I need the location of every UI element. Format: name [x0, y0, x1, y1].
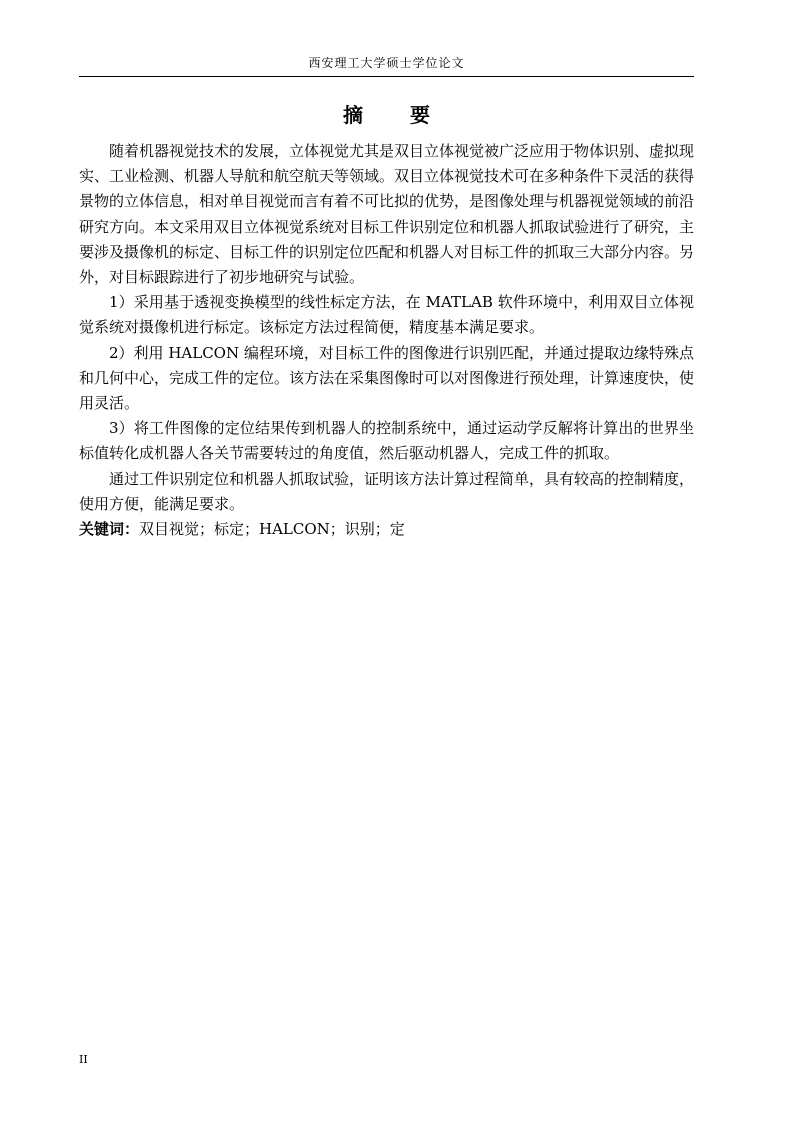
keywords-line — [79, 517, 694, 542]
abstract-paragraph-2: 1）采用基于透视变换模型的线性标定方法，在 MATLAB 软件环境中，利用双目立体视觉系统对摄像机进行标定。该标定方法过程简便，精度基本满足要求。 — [79, 293, 694, 337]
abstract-paragraph-5: 通过工件识别定位和机器人抓取试验，证明该方法计算过程简单，具有较高的控制精度，使用方便，能满足要求。 — [79, 469, 695, 513]
header-rule — [79, 76, 694, 77]
abstract-paragraph-4: 3）将工件图像的定位结果传到机器人的控制系统中，通过运动学反解将计算出的世界坐标值转化成机器人各关节需要转过的角度值，然后驱动机器人，完成工件的抓取。 — [79, 419, 694, 463]
abstract-paragraph-1: 随着机器视觉技术的发展，立体视觉尤其是双目立体视觉被广泛应用于物体识别、虚拟现实、工业检测、机器人导航和航空航天等领域。双目立体视觉技术可在多种条件下灵活的获得景物的立体信息，相对单目视觉而言有着不可比拟的优势，是图像处理与机器视觉领域的前沿研究方向。本文采用双目立体视觉系统对目标工件识别定位和机器人抓取试验进行了研究，主要涉及摄像机的标定、目标工件的识别定位匹配和机器人对目标工件的抓取三大部分内容。另外，对目标跟踪进行了初步地研究与试验。 — [79, 142, 695, 287]
running-header: 西安理工大学硕士学位论文 — [308, 56, 465, 70]
keywords-label: 关键词： — [79, 520, 140, 539]
abstract-paragraph-3: 2）利用 HALCON 编程环境，对目标工件的图像进行识别匹配，并通过提取边缘特殊点和几何中心，完成工件的定位。该方法在采集图像时可以对图像进行预处理，计算速度快，使用灵活。 — [79, 343, 695, 413]
keywords-list: 双目视觉；标定；HALCON；识别；定 — [139, 520, 405, 539]
abstract-body — [79, 139, 694, 542]
abstract-title: 摘 要 — [343, 103, 450, 127]
page-number: II — [79, 1053, 88, 1066]
